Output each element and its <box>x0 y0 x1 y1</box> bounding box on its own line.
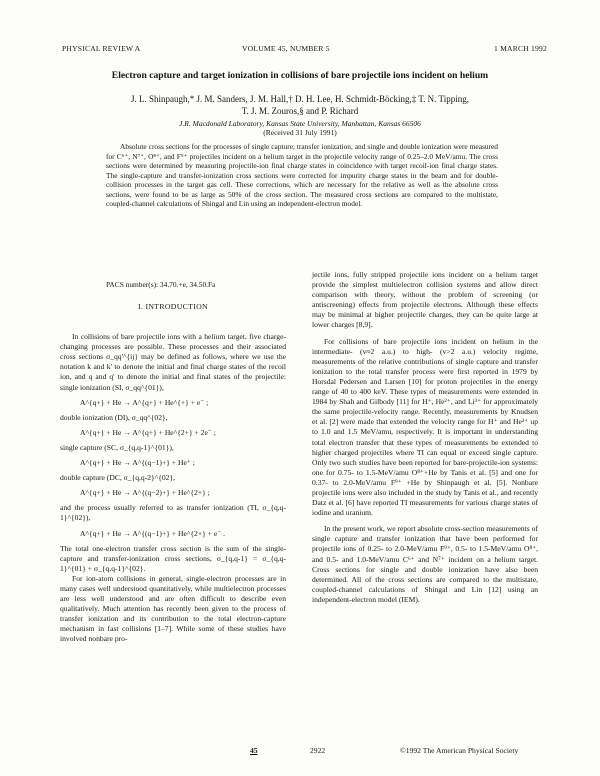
abstract-text: Absolute cross sections for the processes of single capture, transfer ionization, and single and double ionization were measured for C⁶⁺, N⁷⁺, O⁸⁺, and F⁹⁺ projectiles incident on a helium target in the projectile velocity range of 0.25–2.0 MeV/amu. The cross sections were determined by measuring projectile-ion final charge states in coincidence with target recoil-ion final charge states. The single-capture and transfer-ionization cross sections were corrected for impurity charge states in the beam and for double-collision processes in the target gas cell. These corrections, which are necessary for the relative as well as the absolute cross sections, were found to be as large as 50% of the cross section. The measured cross sections are compared to the multistate, coupled-channel calculations of Shingal and Lin using an independent-electron model. <box>106 142 498 208</box>
issue-date: 1 MARCH 1992 <box>493 44 547 53</box>
text-transfer-ionization: and the process usually referred to as transfer ionization (TI, σ_{q,q-1}^{02}), <box>60 503 286 523</box>
intro-paragraph-6: In the present work, we report absolute cross-section measurements of single capture and transfer ionization that have been performed for projectile ions of 0.25- to 2.0-MeV/amu F⁹⁺, 0.5- to 1.5-MeV/amu O⁸⁺, and 0.5- and 1.0-MeV/amu C⁶⁺ and N⁷⁺ incident on a helium target. Cross sections for single and double ionization have also been determined. All of the cross sections are compared to the multistate, coupled-channel calculations of Shingal and Lin [12] using an independent-electron model (IEM). <box>312 524 538 604</box>
text-double-ionization: double ionization (DI), σ_qq^{02}, <box>60 412 168 422</box>
section-heading: I. INTRODUCTION <box>138 302 208 311</box>
authors-line-2: T. J. M. Zouros,§ and P. Richard <box>241 106 359 116</box>
authors-line-1: J. L. Shinpaugh,* J. M. Sanders, J. M. Hall,† D. H. Lee, H. Schmidt-Böcking,‡ T. N. Tipping, <box>131 94 469 104</box>
footer-volume: 45 <box>250 746 258 755</box>
equation-single-capture: A^{q+} + He → A^{(q−1)+} + He⁺ ; <box>80 458 195 468</box>
received-date: (Received 31 July 1991) <box>263 128 337 137</box>
intro-paragraph-2: The total one-electron transfer cross section is the sum of the single-capture and transfer-ionization cross sections, σ_{q,q-1} = σ_{q,q-1}^{01} + σ_{q,q-1}^{02}. <box>60 543 286 573</box>
paper-title: Electron capture and target ionization in collisions of bare projectile ions incident on helium <box>111 70 489 81</box>
page-number: 2922 <box>310 746 326 755</box>
page-footer <box>60 746 550 758</box>
author-list <box>60 93 540 117</box>
right-column <box>312 270 538 605</box>
intro-paragraph-5: For collisions of bare projectile ions incident on helium in the intermediate- (v≈2 a.u.) to high- (v>2 a.u.) velocity regime, measurements of the relative contributions of single capture and transfer ionization to the total transfer process were first reported in 1979 by Horsdal Pedersen and Larsen [10] for proton projectiles in the energy range of 40 to 400 keV. These types of measurements were extended in 1984 by Shah and Gilbody [11] for H⁺, He²⁺, and Li³⁺ for approximately the same projectile-velocity range. Recently, measurements by Knudsen et al. [2] were made that extended the velocity range for H⁺ and He²⁺ up to 1.0 and 1.5 MeV/amu, respectively. It is important in understanding total electron transfer that these types of measurements be extended to higher charged projectiles where TI can equal or exceed single capture. Only two such studies have been reported for bare-projectile-ion systems: one for 0.75- to 1.5-MeV/amu O⁸⁺+He by Tanis et al. [5] and one for 0.37- to 2.0-MeV/amu F⁹⁺ +He by Shinpaugh et al. [5]. Nonbare projectile ions were also included in the study by Tanis et al., and recently Datz et al. [6] have reported TI measurements for various charge states of iodine and uranium. <box>312 336 538 518</box>
equation-double-capture: A^{q+} + He → A^{(q−2)+} + He^{2+} ; <box>80 488 210 498</box>
equation-double-ionization: A^{q+} + He → A^{q+} + He^{2+} + 2e⁻ ; <box>80 427 216 437</box>
intro-paragraph-3: For ion-atom collisions in general, single-electron processes are in many cases well understood quantitatively, while multielectron processes are less well understood and are often difficult to describe even qualitatively. Much attention has recently been given to the process of transfer ionization and its contribution to the total electron-capture mechanism in fast collisions [1–7]. While some of these studies have involved nonbare pro- <box>60 573 286 644</box>
journal-name: PHYSICAL REVIEW A <box>62 44 141 53</box>
intro-paragraph-4: jectile ions, fully stripped projectile ions incident on a helium target provide the simplest multielectron collision systems and allow direct comparison with theory, without the problem of screening (or antiscreening) effects from projectile electrons. Although these effects may be minimal at higher projectile charges, they can be quite large at lower charges [8,9]. <box>312 270 538 330</box>
running-header <box>62 44 547 56</box>
intro-paragraph-1: In collisions of bare projectile ions with a helium target, five charge-changing processes are possible. These processes and their associated cross sections σ_qq'^{ij} may be defined as follows, where we use the notation k and k' to denote the initial and final charge states of the recoil ion, and q and q' to denote the initial and final states of the projectile: single ionization (SI, σ_qq^{01}), <box>60 332 286 392</box>
text-single-capture: single capture (SC, σ_{q,q-1}^{01}), <box>60 442 174 452</box>
left-column <box>60 302 286 645</box>
pacs-numbers: PACS number(s): 34.70.+e, 34.50.Fa <box>106 280 216 289</box>
text-double-capture: double capture (DC, σ_{q,q-2}^{02}, <box>60 473 176 483</box>
affiliation: J.R. Macdonald Laboratory, Kansas State University, Manhattan, Kansas 66506 <box>179 119 421 128</box>
copyright-notice: ©1992 The American Physical Society <box>400 746 519 755</box>
equation-single-ionization: A^{q+} + He → A^{q+} + He^{+} + e⁻ ; <box>80 397 209 407</box>
abstract <box>106 142 498 209</box>
volume-number: VOLUME 45, NUMBER 5 <box>242 44 330 53</box>
equation-transfer-ionization: A^{q+} + He → A^{(q−1)+} + He^{2+} + e⁻ . <box>80 528 225 538</box>
